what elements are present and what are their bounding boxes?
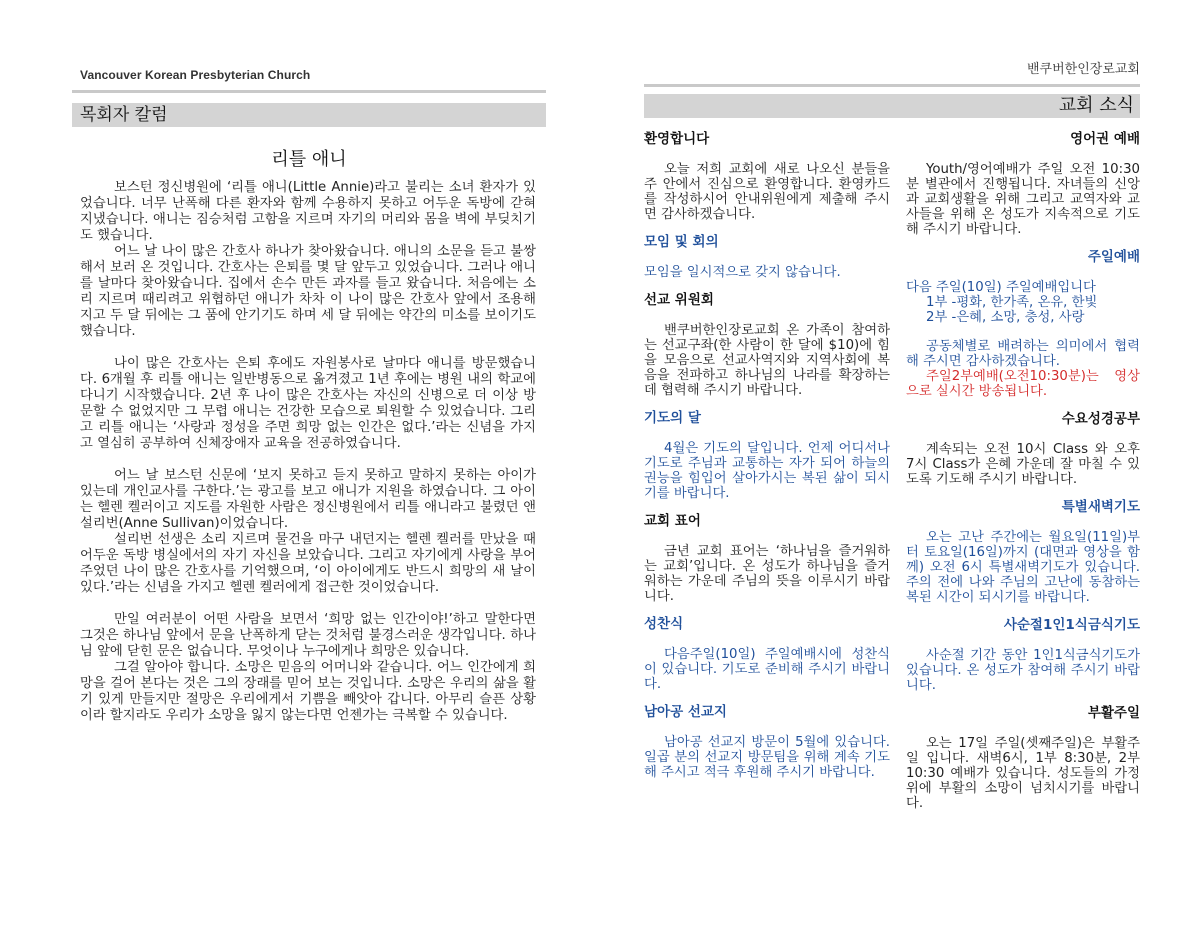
news-heading: 특별새벽기도 [1061,499,1140,515]
article-paragraph: 만일 여러분이 어떤 사람을 보면서 ‘희망 없는 인간이야!’하고 말한다면 그것은 하나님 앞에서 문을 난폭하게 닫는 것처럼 불경스러운 생각입니다. 하나님 앞에 닫힌 문은 없습니다. 무엇이나 누구에게나 희망은 있습니다. [80,612,536,659]
news-body: 오는 고난 주간에는 월요일(11일)부터 토요일(16일)까지 (대면과 영상을 함께) 오전 6시 특별새벽기도가 있습니다. 주의 전에 나와 주님의 고난에 동참하는 복된 시간이 되시기를 바랍니다. [906,530,1140,605]
header-rule [644,84,1140,87]
section-title-church-news: 교회 소식 [644,94,1140,118]
news-item-south-africa-mission [644,703,890,780]
section-title-pastor-column: 목회자 칼럼 [72,103,546,127]
news-heading: 부활주일 [1087,705,1140,721]
news-item-english-service [906,130,1140,237]
news-item-welcome [644,130,890,222]
article-paragraph: 나이 많은 간호사는 은퇴 후에도 자원봉사로 날마다 애니를 방문했습니다. 6개월 후 리틀 애니는 일반병동으로 옮겨졌고 1년 후에는 병원 내의 학교에 다니기 시작했습니다. 2년 후 나이 많은 간호사는 자신의 신병으로 더 이상 방문할 수 없었지만 그 무렵 애니는 건강한 모습으로 퇴원할 수 있었습니다. 그리고 리틀 애니는 ‘사랑과 정성을 주면 희망 없는 인간은 없다.’라는 신념을 가지고 열심히 공부하여 신체장애자 교육을 전공하였습니다. [80,356,536,451]
news-item-wednesday-bible-study [906,410,1140,487]
article-body [80,180,536,724]
news-body: 4월은 기도의 달입니다. 언제 어디서나 기도로 주님과 교통하는 자가 되어 하늘의 권능을 힘입어 살아가시는 복된 삶이 되시기를 바랍니다. [644,441,890,501]
news-body: Youth/영어예배가 주일 오전 10:30분 별관에서 진행됩니다. 자녀들의 신앙과 교회생활을 위해 그리고 교역자와 교사들을 위해 온 성도가 지속적으로 기도해 주시기 바랍니다. [906,162,1140,237]
news-body: 사순절 기간 동안 1인1식금식기도가 있습니다. 온 성도가 참여해 주시기 바랍니다. [906,648,1140,693]
news-heading: 영어권 예배 [1070,131,1140,147]
header-rule [72,90,546,93]
news-body: 공동체별로 배려하는 의미에서 협력해 주시면 감사하겠습니다. [906,339,1140,369]
article-paragraph: 보스턴 정신병원에 ‘리틀 애니(Little Annie)라고 불리는 소녀 환자가 있었습니다. 너무 난폭해 다른 환자와 함께 수용하지 못하고 어두운 독방에 갇혀 지냈습니다. 애니는 짐승처럼 고함을 지르며 자기의 머리와 몸을 벽에 부딪치기도 했습니다. [80,180,536,243]
news-body: 모임을 일시적으로 갖지 않습니다. [644,265,841,280]
news-item-easter-sunday [906,704,1140,811]
news-column-right [906,126,1140,822]
article-paragraph: 어느 날 보스턴 신문에 ‘보지 못하고 듣지 못하고 말하지 못하는 아이가 있는데 개인교사를 구한다.’는 광고를 보고 애니가 지원을 하였습니다. 그 아이는 헬렌 켈러이고 지도를 자원한 사람은 정신병원에서 리틀 애니라고 불렸던 앤 설리번(Anne Sullivan)이었습니다. [80,468,536,531]
article-paragraph: 설리번 선생은 소리 지르며 물건을 마구 내던지는 헬렌 켈러를 만났을 때 어두운 독방 병실에서의 자기 자신을 보았습니다. 그리고 자기에게 사랑을 부어 주었던 나이 많은 간호사를 기억했으며, ‘이 아이에게도 반드시 희망의 새 날이 있다.’라는 신념을 가지고 헬렌 켈러에게 접근한 것이었습니다. [80,532,536,595]
news-body: 오늘 저희 교회에 새로 나오신 분들을 주 안에서 진심으로 환영합니다. 환영카드를 작성하시어 안내위원에게 제출해 주시면 감사하겠습니다. [644,162,890,222]
news-heading: 남아공 선교지 [644,704,727,720]
news-heading: 기도의 달 [644,410,701,426]
article-title: 리틀 애니 [271,149,347,170]
news-heading: 환영합니다 [644,131,710,147]
church-name-english: Vancouver Korean Presbyterian Church [80,68,311,82]
news-item-communion [644,615,890,692]
news-body: 남아공 선교지 방문이 5월에 있습니다. 일곱 분의 선교지 방문팀을 위해 계속 기도해 주시고 적극 후원해 주시기 바랍니다. [644,735,890,780]
news-heading: 성찬식 [644,616,684,632]
news-body-highlight: 주일2부예배(오전10:30분)는 영상으로 실시간 방송됩니다. [906,369,1140,399]
news-item-special-dawn-prayer [906,498,1140,605]
article-paragraph: 그걸 알아야 합니다. 소망은 믿음의 어머니와 같습니다. 어느 인간에게 희망을 걸어 본다는 것은 그의 장래를 믿어 보는 것입니다. 소망은 우리의 삶을 활기 있게 만들지만 절망은 우리에게서 기쁨을 빼앗아 갑니다. 아무리 슬픈 상황이라 할지라도 우리가 소망을 잃지 않는다면 언젠가는 극복할 수 있습니다. [80,660,536,723]
news-item-prayer-month [644,409,890,501]
news-body-line: 다음 주일(10일) 주일예배입니다 [906,280,1096,295]
news-heading: 주일예배 [1087,249,1140,265]
news-column-left [644,126,890,791]
article-paragraph: 어느 날 나이 많은 간호사 하나가 찾아왔습니다. 애니의 소문을 듣고 불쌍해서 보러 온 것입니다. 간호사는 은퇴를 몇 달 앞두고 있었습니다. 그러나 애니를 날마다 찾아왔습니다. 집에서 손수 만든 과자를 들고 왔습니다. 처음에는 소리 지르며 때리려고 위협하던 애니가 차차 이 나이 많은 간호사 앞에서 조용해지고 두 달 뒤에는 그 품에 안기기도 하며 세 달 뒤에는 약간의 미소를 보이기도 했습니다. [80,244,536,339]
news-body: 계속되는 오전 10시 Class 와 오후 7시 Class가 은혜 가운데 잘 마칠 수 있도록 기도해 주시기 바랍니다. [906,442,1140,487]
news-item-lent-fasting-prayer [906,616,1140,693]
news-heading: 수요성경공부 [1061,411,1140,427]
news-item-church-motto [644,512,890,604]
church-name-korean: 밴쿠버한인장로교회 [1026,62,1140,77]
news-heading: 모임 및 회의 [644,234,719,250]
news-heading: 사순절1인1식금식기도 [1003,617,1140,633]
news-item-mission-committee [644,291,890,398]
news-heading: 교회 표어 [644,513,701,529]
right-page [600,0,1200,927]
news-item-sunday-service [906,248,1140,399]
news-heading: 선교 위원회 [644,292,714,308]
news-body-line: 2부 -은혜, 소망, 충성, 사랑 [926,310,1085,325]
news-body: 다음주일(10일) 주일예배시에 성찬식이 있습니다. 기도로 준비해 주시기 바랍니다. [644,647,890,692]
news-body-line: 1부 -평화, 한가족, 온유, 한빛 [926,295,1098,310]
news-body: 오는 17일 주일(셋째주일)은 부활주일 입니다. 새벽6시, 1부 8:30분, 2부 10:30 예배가 있습니다. 성도들의 가정 위에 부활의 소망이 넘치시기를 바랍니다. [906,736,1140,811]
news-body: 밴쿠버한인장로교회 온 가족이 참여하는 선교구좌(한 사람이 한 달에 $10)에 힘을 모음으로 선교사역지와 지역사회에 복음을 전파하고 하나님의 나라를 확장하는데 협력해 주시기 바랍니다. [644,323,890,398]
news-body: 금년 교회 표어는 ‘하나님을 즐거워하는 교회’입니다. 온 성도가 하나님을 즐거워하는 가운데 주님의 뜻을 이루시기 바랍니다. [644,544,890,604]
news-item-meetings [644,233,890,280]
